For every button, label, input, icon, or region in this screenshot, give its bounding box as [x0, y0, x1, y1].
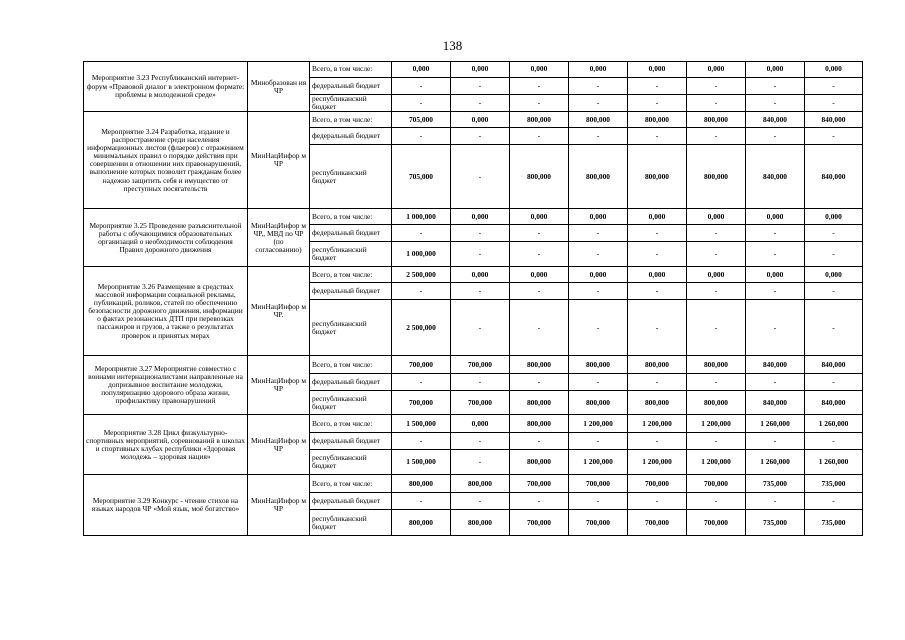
funding-value-cell: -: [451, 493, 510, 510]
funding-value-cell: -: [392, 374, 451, 391]
funding-value-cell: -: [805, 493, 863, 510]
table-row: [84, 209, 863, 225]
funding-value-cell: 1 200,000: [687, 415, 746, 433]
funding-value-cell: -: [451, 128, 510, 145]
funding-value-cell: -: [569, 374, 628, 391]
funding-source-label: Всего, в том числе:: [310, 267, 392, 283]
funding-value-cell: 840,000: [805, 356, 863, 374]
funding-value-cell: -: [687, 128, 746, 145]
funding-value-cell: 0,000: [392, 62, 451, 78]
funding-value-cell: -: [569, 242, 628, 267]
table-row: [84, 475, 863, 493]
measure-executor: МинНацИнфор м ЧР: [248, 415, 310, 475]
funding-value-cell: 700,000: [451, 356, 510, 374]
funding-value-cell: 0,000: [569, 267, 628, 283]
funding-value-cell: 0,000: [628, 62, 687, 78]
funding-value-cell: -: [510, 433, 569, 450]
funding-value-cell: -: [805, 433, 863, 450]
funding-source-label: федеральный бюджет: [310, 283, 392, 300]
table-row: [84, 415, 863, 433]
funding-value-cell: 800,000: [687, 356, 746, 374]
funding-value-cell: -: [628, 128, 687, 145]
funding-value-cell: 800,000: [510, 415, 569, 433]
funding-value-cell: 0,000: [805, 209, 863, 225]
funding-value-cell: -: [687, 374, 746, 391]
measure-executor: МинНацИнфор м ЧР.: [248, 267, 310, 356]
funding-value-cell: -: [451, 300, 510, 356]
funding-value-cell: -: [392, 433, 451, 450]
funding-source-label: республиканский бюджет: [310, 242, 392, 267]
funding-value-cell: -: [569, 493, 628, 510]
funding-value-cell: 800,000: [628, 112, 687, 128]
funding-value-cell: 0,000: [746, 209, 805, 225]
funding-value-cell: -: [746, 374, 805, 391]
funding-value-cell: -: [451, 78, 510, 95]
funding-value-cell: 700,000: [569, 475, 628, 493]
funding-value-cell: 0,000: [628, 209, 687, 225]
funding-source-label: федеральный бюджет: [310, 433, 392, 450]
funding-value-cell: 800,000: [510, 145, 569, 209]
table-row: [84, 267, 863, 283]
funding-value-cell: 1 200,000: [628, 415, 687, 433]
funding-value-cell: 1 260,000: [746, 450, 805, 475]
funding-value-cell: 0,000: [687, 267, 746, 283]
funding-source-label: Всего, в том числе:: [310, 62, 392, 78]
funding-value-cell: 840,000: [746, 356, 805, 374]
funding-value-cell: 700,000: [569, 510, 628, 536]
funding-value-cell: 1 000,000: [392, 209, 451, 225]
funding-value-cell: 800,000: [392, 475, 451, 493]
funding-value-cell: 800,000: [687, 112, 746, 128]
funding-value-cell: -: [628, 95, 687, 112]
funding-value-cell: -: [451, 145, 510, 209]
funding-value-cell: -: [805, 242, 863, 267]
funding-value-cell: -: [805, 95, 863, 112]
funding-source-label: Всего, в том числе:: [310, 415, 392, 433]
funding-value-cell: -: [687, 225, 746, 242]
funding-value-cell: -: [746, 128, 805, 145]
funding-value-cell: 800,000: [392, 510, 451, 536]
funding-value-cell: -: [687, 300, 746, 356]
funding-value-cell: -: [687, 78, 746, 95]
funding-value-cell: -: [451, 95, 510, 112]
measure-executor: МинНацИнфор м ЧР: [248, 356, 310, 415]
funding-value-cell: -: [805, 78, 863, 95]
funding-value-cell: 0,000: [451, 62, 510, 78]
funding-value-cell: -: [687, 95, 746, 112]
funding-source-label: федеральный бюджет: [310, 128, 392, 145]
funding-value-cell: -: [510, 283, 569, 300]
funding-value-cell: -: [451, 450, 510, 475]
funding-value-cell: -: [510, 128, 569, 145]
funding-value-cell: 800,000: [569, 391, 628, 415]
funding-value-cell: 735,000: [805, 475, 863, 493]
funding-value-cell: -: [628, 493, 687, 510]
budget-table: [83, 61, 863, 536]
funding-value-cell: 800,000: [569, 112, 628, 128]
funding-source-label: республиканский бюджет: [310, 450, 392, 475]
funding-value-cell: -: [451, 242, 510, 267]
funding-value-cell: -: [805, 283, 863, 300]
funding-value-cell: -: [510, 374, 569, 391]
funding-value-cell: 840,000: [805, 391, 863, 415]
funding-value-cell: 800,000: [687, 391, 746, 415]
measure-description: Мероприятие 3.24 Разработка, издание и распространение среди населения информационных листов (флаеров) с отражением минимальных правил о порядке действия при совершении в отношении них правонарушений, выполнение которых позволит гражданам более надежно защитить себя и имущество от преступных посягательств: [84, 112, 248, 209]
funding-value-cell: 0,000: [805, 62, 863, 78]
measure-description: Мероприятие 3.25 Проведение разъяснительной работы с обучающимися образовательных организаций о необходимости соблюдения Правил дорожного движения: [84, 209, 248, 267]
funding-value-cell: 735,000: [805, 510, 863, 536]
measure-description: Мероприятие 3.26 Размещение в средствах массовой информации социальной рекламы, публикаций, роликов, статей по обеспечению безопасности дорожного движения, информации о фактах резонансных ДТП при перевозках пассажиров и грузов, а также о результатах проверок и принятых мерах: [84, 267, 248, 356]
funding-value-cell: 800,000: [628, 356, 687, 374]
funding-source-label: федеральный бюджет: [310, 493, 392, 510]
measure-description: Мероприятие 3.23 Республиканский интернет-форум «Правовой диалог в электронном формате: проблемы в молодежной среде»: [84, 62, 248, 112]
funding-value-cell: 700,000: [451, 391, 510, 415]
funding-value-cell: -: [746, 95, 805, 112]
funding-value-cell: 800,000: [451, 510, 510, 536]
funding-value-cell: -: [628, 78, 687, 95]
funding-value-cell: 800,000: [510, 356, 569, 374]
funding-value-cell: 705,000: [392, 145, 451, 209]
funding-value-cell: -: [746, 225, 805, 242]
page-number: 138: [442, 38, 463, 53]
funding-value-cell: -: [687, 433, 746, 450]
funding-source-label: Всего, в том числе:: [310, 209, 392, 225]
funding-source-label: Всего, в том числе:: [310, 112, 392, 128]
table-row: [84, 112, 863, 128]
funding-value-cell: 1 260,000: [805, 450, 863, 475]
table-row: [84, 356, 863, 374]
funding-value-cell: 800,000: [510, 112, 569, 128]
measure-executor: МинНацИнфор м ЧР: [248, 475, 310, 536]
measure-executor: МинНацИнфор м ЧР: [248, 112, 310, 209]
funding-value-cell: 800,000: [687, 145, 746, 209]
funding-value-cell: 0,000: [510, 62, 569, 78]
funding-value-cell: -: [569, 225, 628, 242]
measure-description: Мероприятие 3.29 Конкурс - чтение стихов на языках народов ЧР «Мой язык, моё богатство»: [84, 475, 248, 536]
funding-value-cell: -: [628, 242, 687, 267]
funding-value-cell: -: [628, 283, 687, 300]
table-row: [84, 62, 863, 78]
funding-value-cell: -: [746, 78, 805, 95]
funding-value-cell: 700,000: [687, 475, 746, 493]
funding-value-cell: -: [510, 225, 569, 242]
funding-value-cell: 800,000: [510, 391, 569, 415]
funding-value-cell: -: [392, 225, 451, 242]
funding-value-cell: -: [510, 242, 569, 267]
funding-value-cell: 0,000: [569, 209, 628, 225]
funding-value-cell: 1 200,000: [569, 415, 628, 433]
funding-value-cell: -: [628, 433, 687, 450]
measure-description: Мероприятие 3.27 Мероприятие совместно с воинами интернационалистами направленные на допризывное воспитание молодежи, популяризацию здорового образа жизни, профилактику правонарушений: [84, 356, 248, 415]
funding-value-cell: 0,000: [451, 267, 510, 283]
funding-value-cell: 2 500,000: [392, 267, 451, 283]
funding-value-cell: 700,000: [687, 510, 746, 536]
funding-value-cell: 840,000: [805, 145, 863, 209]
funding-value-cell: -: [628, 225, 687, 242]
funding-value-cell: -: [687, 283, 746, 300]
funding-value-cell: 2 500,000: [392, 300, 451, 356]
funding-value-cell: -: [569, 300, 628, 356]
funding-value-cell: -: [746, 493, 805, 510]
funding-value-cell: 840,000: [746, 391, 805, 415]
funding-value-cell: 840,000: [746, 112, 805, 128]
funding-value-cell: 0,000: [687, 209, 746, 225]
funding-source-label: Всего, в том числе:: [310, 475, 392, 493]
funding-value-cell: -: [392, 78, 451, 95]
funding-value-cell: 1 200,000: [628, 450, 687, 475]
funding-value-cell: 1 200,000: [569, 450, 628, 475]
funding-value-cell: -: [805, 225, 863, 242]
funding-value-cell: 0,000: [510, 209, 569, 225]
funding-value-cell: 840,000: [805, 112, 863, 128]
funding-value-cell: 1 000,000: [392, 242, 451, 267]
measure-description: Мероприятие 3.28 Цикл физкультурно-спортивных мероприятий, соревнований в школах и спортивных клубах республики «Здоровая молодежь – здоровая нация»: [84, 415, 248, 475]
funding-value-cell: -: [392, 493, 451, 510]
measure-executor: Минобразован ия ЧР: [248, 62, 310, 112]
funding-value-cell: 1 260,000: [746, 415, 805, 433]
funding-value-cell: 1 260,000: [805, 415, 863, 433]
funding-value-cell: 800,000: [569, 145, 628, 209]
funding-value-cell: -: [569, 283, 628, 300]
funding-source-label: федеральный бюджет: [310, 374, 392, 391]
funding-value-cell: 800,000: [628, 145, 687, 209]
measure-executor: МинНацИнфор м ЧР,, МВД по ЧР (по согласованию): [248, 209, 310, 267]
funding-value-cell: 700,000: [628, 510, 687, 536]
funding-source-label: республиканский бюджет: [310, 391, 392, 415]
funding-value-cell: -: [392, 95, 451, 112]
funding-value-cell: 1 200,000: [687, 450, 746, 475]
funding-value-cell: 0,000: [746, 62, 805, 78]
funding-value-cell: -: [451, 225, 510, 242]
funding-value-cell: -: [451, 283, 510, 300]
funding-value-cell: 735,000: [746, 475, 805, 493]
funding-value-cell: 800,000: [451, 475, 510, 493]
funding-value-cell: 700,000: [392, 356, 451, 374]
funding-value-cell: -: [569, 78, 628, 95]
funding-source-label: республиканский бюджет: [310, 300, 392, 356]
funding-value-cell: 1 500,000: [392, 450, 451, 475]
funding-value-cell: -: [451, 374, 510, 391]
funding-value-cell: -: [510, 493, 569, 510]
funding-value-cell: -: [805, 128, 863, 145]
funding-value-cell: 800,000: [628, 391, 687, 415]
funding-value-cell: -: [805, 374, 863, 391]
funding-value-cell: -: [746, 300, 805, 356]
funding-value-cell: -: [687, 493, 746, 510]
funding-value-cell: -: [569, 433, 628, 450]
funding-value-cell: -: [569, 95, 628, 112]
funding-value-cell: -: [510, 95, 569, 112]
funding-value-cell: 700,000: [510, 475, 569, 493]
funding-value-cell: 0,000: [451, 112, 510, 128]
funding-value-cell: 0,000: [451, 209, 510, 225]
funding-source-label: федеральный бюджет: [310, 225, 392, 242]
funding-value-cell: -: [746, 283, 805, 300]
funding-value-cell: 840,000: [746, 145, 805, 209]
funding-source-label: республиканский бюджет: [310, 145, 392, 209]
funding-value-cell: 0,000: [569, 62, 628, 78]
funding-value-cell: -: [628, 300, 687, 356]
funding-value-cell: 705,000: [392, 112, 451, 128]
funding-value-cell: 700,000: [392, 391, 451, 415]
funding-value-cell: -: [451, 433, 510, 450]
funding-value-cell: 0,000: [451, 415, 510, 433]
funding-value-cell: 735,000: [746, 510, 805, 536]
funding-value-cell: -: [510, 78, 569, 95]
funding-value-cell: 700,000: [628, 475, 687, 493]
funding-value-cell: -: [628, 374, 687, 391]
funding-value-cell: 0,000: [687, 62, 746, 78]
funding-value-cell: 700,000: [510, 510, 569, 536]
funding-value-cell: -: [392, 283, 451, 300]
funding-value-cell: -: [392, 128, 451, 145]
funding-value-cell: 800,000: [569, 356, 628, 374]
funding-source-label: республиканский бюджет: [310, 95, 392, 112]
funding-value-cell: 1 500,000: [392, 415, 451, 433]
funding-source-label: федеральный бюджет: [310, 78, 392, 95]
funding-value-cell: 0,000: [805, 267, 863, 283]
funding-value-cell: -: [687, 242, 746, 267]
funding-value-cell: 800,000: [510, 450, 569, 475]
funding-value-cell: -: [746, 433, 805, 450]
funding-source-label: Всего, в том числе:: [310, 356, 392, 374]
funding-source-label: республиканский бюджет: [310, 510, 392, 536]
funding-value-cell: -: [569, 128, 628, 145]
funding-value-cell: 0,000: [510, 267, 569, 283]
funding-value-cell: -: [746, 242, 805, 267]
funding-value-cell: -: [510, 300, 569, 356]
funding-value-cell: 0,000: [746, 267, 805, 283]
funding-value-cell: -: [805, 300, 863, 356]
funding-value-cell: 0,000: [628, 267, 687, 283]
